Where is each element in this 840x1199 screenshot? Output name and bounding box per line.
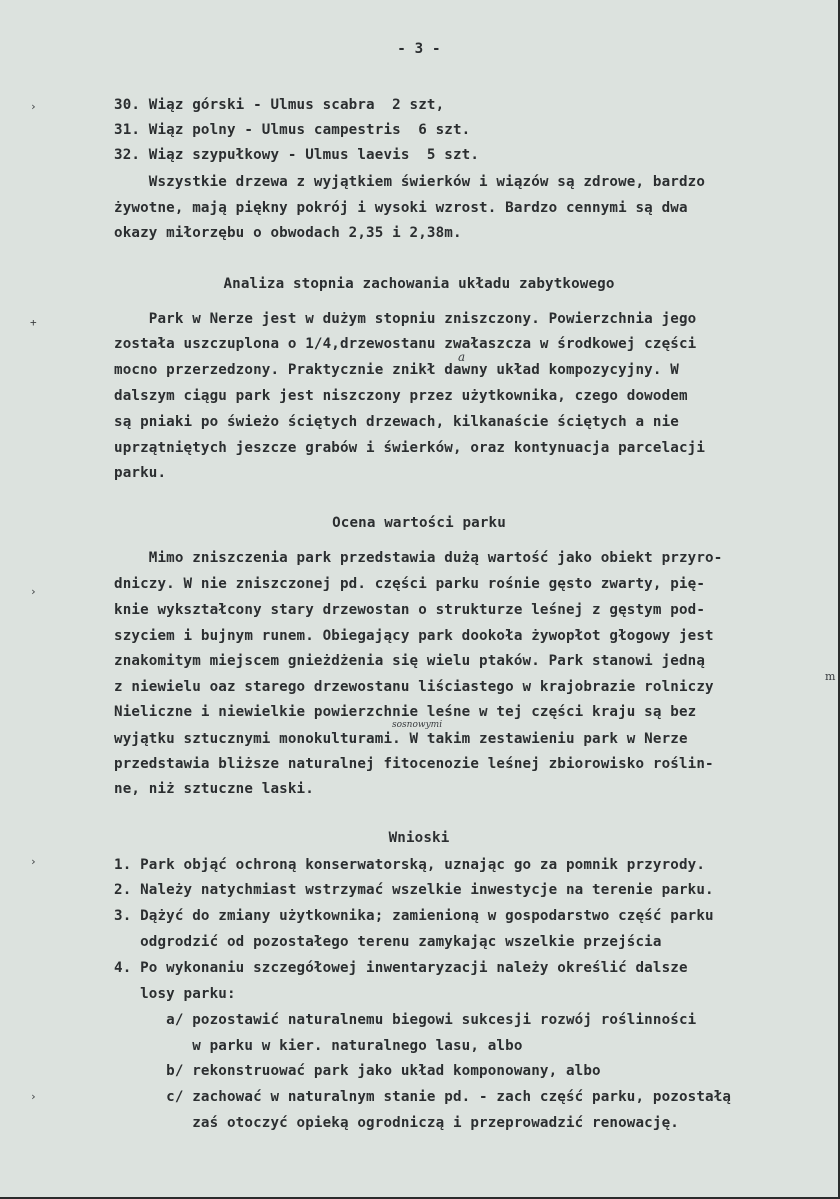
body-line: knie wykształcony stary drzewostan o strukturze leśnej z gęstym pod- [114,602,706,618]
conclusion-line: losy parku: [114,986,236,1002]
body-line: Mimo zniszczenia park przedstawia dużą wartość jako obiekt przyro- [114,550,723,566]
body-line: została uszczuplona o 1/4,drzewostanu zwałaszcza w środkowej części [114,336,697,352]
body-line: parku. [114,465,167,481]
body-line: uprzątniętych jeszcze grabów i świerków, oraz kontynuacja parcelacji [114,440,706,456]
section-heading: Wnioski [388,830,450,846]
body-line: szyciem i bujnym runem. Obiegający park dookoła żywopłot głogowy jest [114,628,714,644]
body-line: znakomitym miejscem gnieżdżenia się wielu ptaków. Park stanowi jedną [114,653,706,669]
section-heading: Analiza stopnia zachowania układu zabytkowego [223,276,615,292]
margin-tick: › [30,1090,37,1103]
species-line: 31. Wiąz polny - Ulmus campestris 6 szt. [114,122,471,138]
body-line: dniczy. W nie zniszczonej pd. części parku rośnie gęsto zwarty, pię- [114,576,706,592]
margin-tick: › [30,100,37,113]
handwritten-insertion: sosnowymi [392,720,443,730]
conclusion-line: 3. Dążyć do zmiany użytkownika; zamienioną w gospodarstwo część parku [114,908,714,924]
body-line: są pniaki po świeżo ściętych drzewach, kilkanaście ściętych a nie [114,414,679,430]
conclusion-line: 4. Po wykonaniu szczegółowej inwentaryzacji należy określić dalsze [114,960,688,976]
conclusion-line: 1. Park objąć ochroną konserwatorską, uznając go za pomnik przyrody. [114,857,706,873]
body-line: Park w Nerze jest w dużym stopniu zniszczony. Powierzchnia jego [114,311,697,327]
body-line: Nieliczne i niewielkie powierzchnie leśne w tej części kraju są bez [114,704,697,720]
margin-tick: › [30,585,37,598]
body-line: Wszystkie drzewa z wyjątkiem świerków i wiązów są zdrowe, bardzo [114,174,706,190]
body-line: żywotne, mają piękny pokrój i wysoki wzrost. Bardzo cennymi są dwa [114,200,688,216]
conclusion-line: odgrodzić od pozostałego terenu zamykając wszelkie przejścia [114,934,662,950]
section-heading: Ocena wartości parku [332,515,506,531]
body-line: przedstawia bliższe naturalnej fitocenozie leśnej zbiorowisko roślin- [114,756,714,772]
body-line: dalszym ciągu park jest niszczony przez użytkownika, czego dowodem [114,388,688,404]
species-line: 30. Wiąz górski - Ulmus scabra 2 szt, [114,97,445,113]
conclusion-line: w parku w kier. naturalnego lasu, albo [114,1038,523,1054]
conclusion-line: b/ rekonstruować park jako układ komponowany, albo [114,1063,601,1079]
margin-tick: › [30,855,37,868]
body-line: okazy miłorzębu o obwodach 2,35 i 2,38m. [114,225,462,241]
body-line: wyjątku sztucznymi monokulturami. W takim zestawieniu park w Nerze [114,731,688,747]
margin-tick: + [30,316,37,329]
body-line: ne, niż sztuczne laski. [114,781,314,797]
conclusion-line: a/ pozostawić naturalnemu biegowi sukcesji rozwój roślinności [114,1012,697,1028]
page-number: - 3 - [397,41,441,57]
body-line: z niewielu oaz starego drzewostanu liściastego w krajobrazie rolniczy [114,679,714,695]
conclusion-line: 2. Należy natychmiast wstrzymać wszelkie inwestycje na terenie parku. [114,882,714,898]
handwritten-correction: a [458,350,466,364]
body-line: mocno przerzedzony. Praktycznie znikł dawny układ kompozycyjny. W [114,362,679,378]
conclusion-line: c/ zachować w naturalnym stanie pd. - zach część parku, pozostałą [114,1089,732,1105]
margin-mark: m [825,670,836,683]
species-line: 32. Wiąz szypułkowy - Ulmus laevis 5 szt. [114,147,480,163]
conclusion-line: zaś otoczyć opieką ogrodniczą i przeprowadzić renowację. [114,1115,679,1131]
